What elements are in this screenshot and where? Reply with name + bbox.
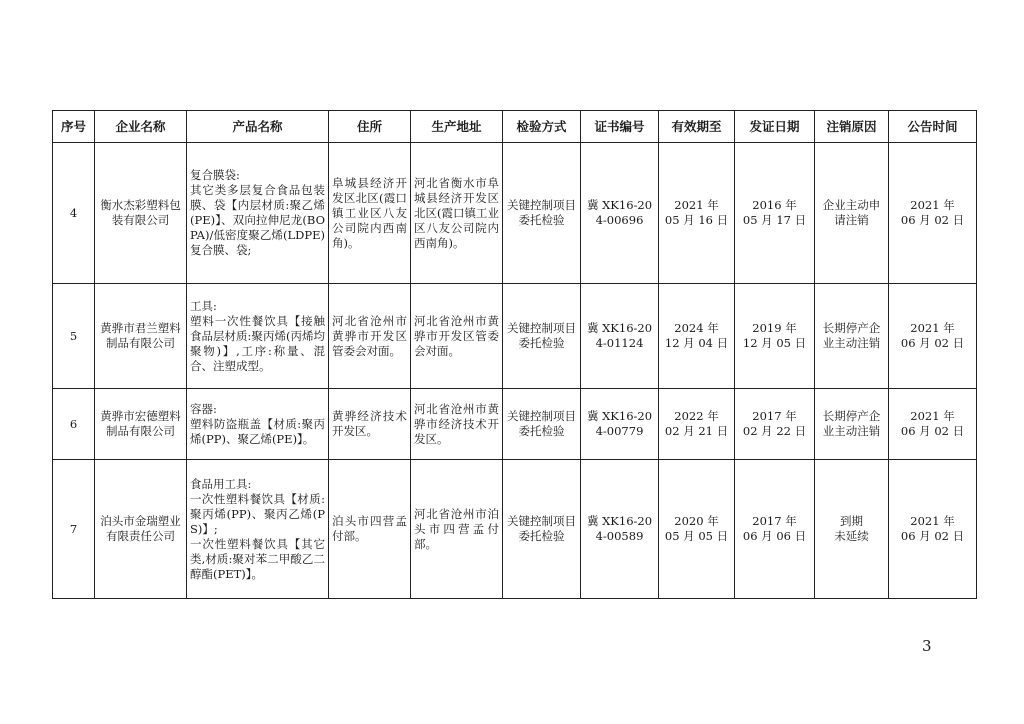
cell-certificate-no: 冀 XK16-204-00589	[581, 460, 659, 599]
cell-valid-until: 2022 年 02 月 21 日	[659, 389, 735, 460]
cell-valid-until: 2024 年 12 月 04 日	[659, 284, 735, 389]
cell-seq: 7	[53, 460, 95, 599]
cell-production-address: 河北省沧州市黄骅市经济技术开发区。	[411, 389, 503, 460]
cell-cancel-reason: 长期停产企业主动注销	[815, 284, 889, 389]
header-product: 产品名称	[187, 111, 329, 143]
cell-announce-date: 2021 年 06 月 02 日	[889, 284, 977, 389]
cell-cancel-reason: 到期 未延续	[815, 460, 889, 599]
cell-cancel-reason: 长期停产企业主动注销	[815, 389, 889, 460]
cell-seq: 5	[53, 284, 95, 389]
cancellation-table	[52, 110, 977, 599]
table-row	[53, 143, 977, 284]
table-row	[53, 389, 977, 460]
cell-announce-date: 2021 年 06 月 02 日	[889, 460, 977, 599]
cell-cancel-reason: 企业主动申请注销	[815, 143, 889, 284]
header-certificate-no: 证书编号	[581, 111, 659, 143]
cell-inspection-method: 关键控制项目委托检验	[503, 143, 581, 284]
cell-production-address: 河北省沧州市黄骅市开发区管委会对面。	[411, 284, 503, 389]
cell-residence: 阜城县经济开发区北区(霞口镇工业区八友公司院内西南角)。	[329, 143, 411, 284]
header-announce-date: 公告时间	[889, 111, 977, 143]
header-company: 企业名称	[95, 111, 187, 143]
table-row	[53, 284, 977, 389]
cell-issue-date: 2016 年 05 月 17 日	[735, 143, 815, 284]
cell-inspection-method: 关键控制项目委托检验	[503, 284, 581, 389]
header-inspection-method: 检验方式	[503, 111, 581, 143]
cell-product: 容器: 塑料防盗瓶盖【材质:聚丙烯(PP)、聚乙烯(PE)】。	[187, 389, 329, 460]
cell-certificate-no: 冀 XK16-204-00696	[581, 143, 659, 284]
cell-residence: 河北省沧州市黄骅市开发区管委会对面。	[329, 284, 411, 389]
cell-issue-date: 2019 年 12 月 05 日	[735, 284, 815, 389]
cell-inspection-method: 关键控制项目委托检验	[503, 389, 581, 460]
cell-production-address: 河北省沧州市泊头市四营孟付部。	[411, 460, 503, 599]
cell-company: 黄骅市宏德塑料制品有限公司	[95, 389, 187, 460]
cell-product: 食品用工具: 一次性塑料餐饮具【材质:聚丙烯(PP)、聚丙乙烯(PS)】; 一次性塑料餐饮具【其它类,材质:聚对苯二甲酸乙二醇酯(PET)】。	[187, 460, 329, 599]
cell-inspection-method: 关键控制项目委托检验	[503, 460, 581, 599]
header-cancel-reason: 注销原因	[815, 111, 889, 143]
table-header-row	[53, 111, 977, 143]
table-row	[53, 460, 977, 599]
cell-issue-date: 2017 年 06 月 06 日	[735, 460, 815, 599]
cell-product: 工具: 塑料一次性餐饮具【接触食品层材质:聚丙烯(丙烯均聚物)】,工序:称量、混合、注塑成型。	[187, 284, 329, 389]
cell-seq: 6	[53, 389, 95, 460]
cell-residence: 黄骅经济技术开发区。	[329, 389, 411, 460]
cell-company: 衡水杰彩塑料包装有限公司	[95, 143, 187, 284]
cell-production-address: 河北省衡水市阜城县经济开发区北区(霞口镇工业区八友公司院内西南角)。	[411, 143, 503, 284]
cell-seq: 4	[53, 143, 95, 284]
page-number: 3	[922, 637, 932, 655]
cell-valid-until: 2021 年 05 月 16 日	[659, 143, 735, 284]
cell-certificate-no: 冀 XK16-204-01124	[581, 284, 659, 389]
cell-company: 泊头市金瑞塑业有限责任公司	[95, 460, 187, 599]
header-production-address: 生产地址	[411, 111, 503, 143]
header-residence: 住所	[329, 111, 411, 143]
header-issue-date: 发证日期	[735, 111, 815, 143]
cell-issue-date: 2017 年 02 月 22 日	[735, 389, 815, 460]
cell-announce-date: 2021 年 06 月 02 日	[889, 143, 977, 284]
cell-residence: 泊头市四营孟付部。	[329, 460, 411, 599]
cell-certificate-no: 冀 XK16-204-00779	[581, 389, 659, 460]
header-valid-until: 有效期至	[659, 111, 735, 143]
header-seq: 序号	[53, 111, 95, 143]
cell-valid-until: 2020 年 05 月 05 日	[659, 460, 735, 599]
cell-company: 黄骅市君兰塑料制品有限公司	[95, 284, 187, 389]
cell-product: 复合膜袋: 其它类多层复合食品包装膜、袋【内层材质:聚乙烯(PE)】、双向拉伸尼龙(BOPA)/低密度聚乙烯(LDPE)复合膜、袋;	[187, 143, 329, 284]
cell-announce-date: 2021 年 06 月 02 日	[889, 389, 977, 460]
